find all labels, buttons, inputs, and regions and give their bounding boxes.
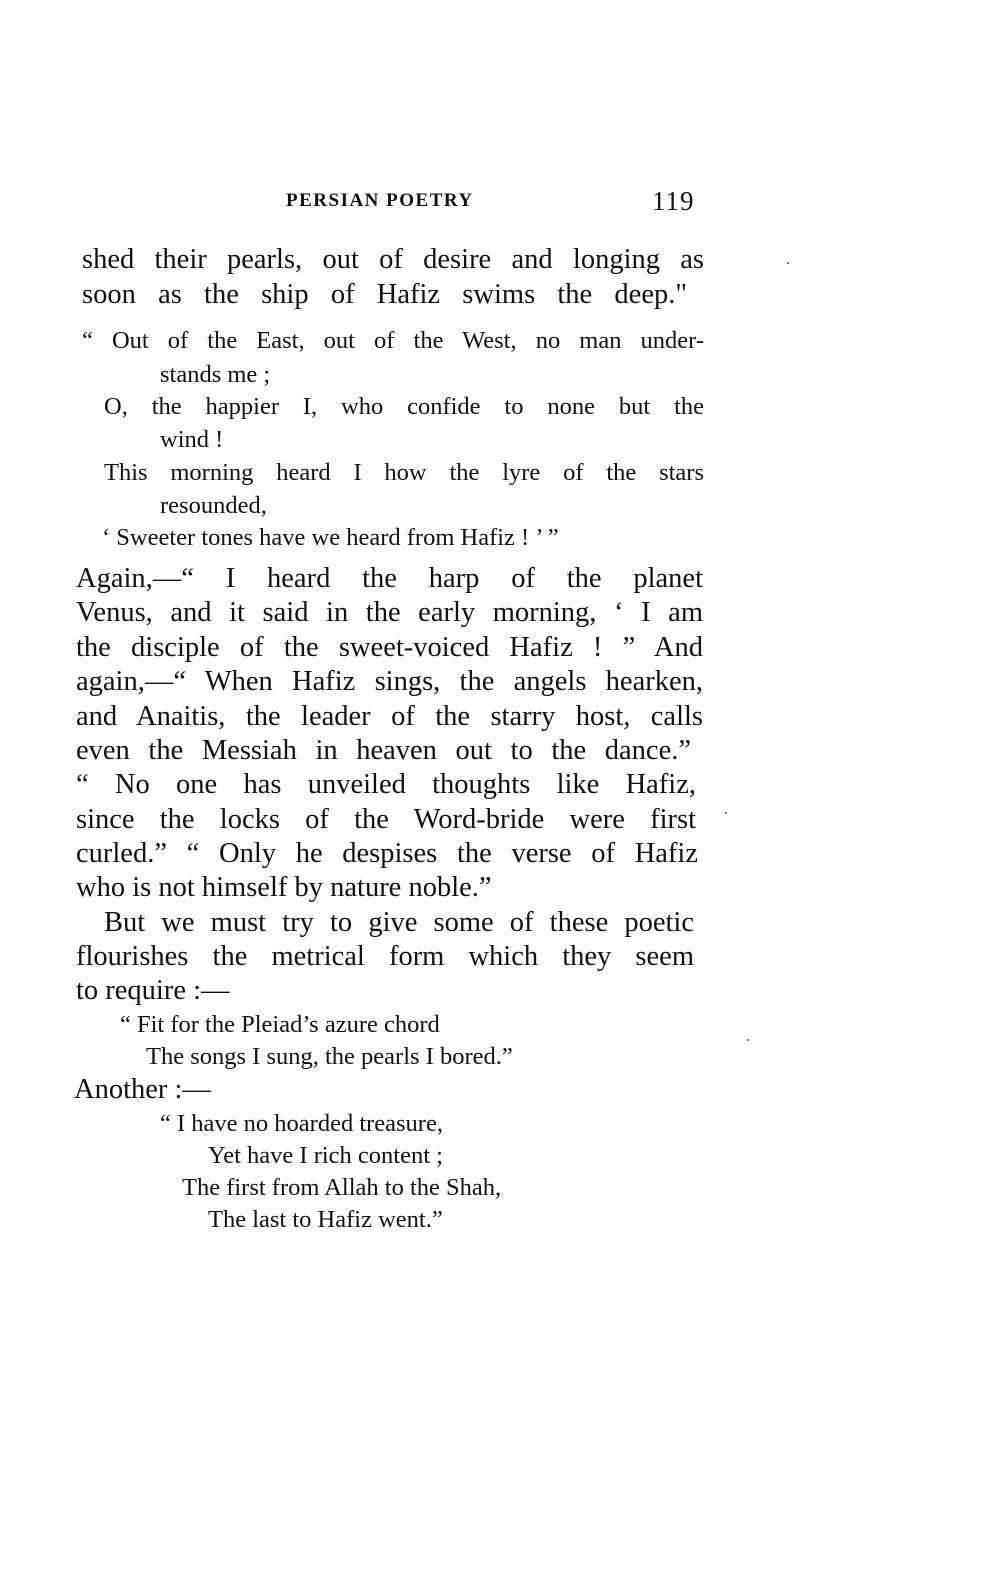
text-line: shed their pearls, out of desire and longing as xyxy=(82,244,704,275)
text-line: O, the happier I, who confide to none but the xyxy=(104,393,704,420)
text-line: stands me ; xyxy=(160,361,271,388)
text-line: soon as the ship of Hafiz swims the deep." xyxy=(82,279,687,310)
text-line: and Anaitis, the leader of the starry host, calls xyxy=(76,701,703,732)
verse-line: Yet have I rich content ; xyxy=(208,1142,443,1169)
verse-line: The first from Allah to the Shah, xyxy=(182,1174,502,1201)
text-line: even the Messiah in heaven out to the dance.” xyxy=(76,735,691,766)
text-line: Venus, and it said in the early morning, ‘ I am xyxy=(76,597,703,628)
paper-speck xyxy=(747,1039,749,1041)
verse-line: The songs I sung, the pearls I bored.” xyxy=(146,1043,513,1070)
text-line: who is not himself by nature noble.” xyxy=(76,872,492,903)
text-line: But we must try to give some of these poetic xyxy=(104,907,694,938)
text-line: to require :— xyxy=(76,975,230,1006)
text-line: “ Out of the East, out of the West, no man under- xyxy=(82,327,704,354)
verse-line: “ I have no hoarded treasure, xyxy=(160,1110,443,1137)
text-line: ‘ Sweeter tones have we heard from Hafiz ! ’ ” xyxy=(102,524,559,551)
page-number: 119 xyxy=(652,186,695,216)
text-line: Another :— xyxy=(74,1074,211,1105)
text-line: again,—“ When Hafiz sings, the angels hearken, xyxy=(76,666,703,697)
paper-speck xyxy=(725,812,727,814)
text-line: This morning heard I how the lyre of the stars xyxy=(104,459,704,486)
page-header xyxy=(0,186,1000,220)
text-line: Again,—“ I heard the harp of the planet xyxy=(76,563,703,594)
text-line: the disciple of the sweet-voiced Hafiz ! ” And xyxy=(76,632,703,663)
verse-line: The last to Hafiz went.” xyxy=(208,1206,443,1233)
text-line: since the locks of the Word-bride were first xyxy=(76,804,696,835)
running-head: PERSIAN POETRY xyxy=(286,190,474,211)
text-line: curled.” “ Only he despises the verse of Hafiz xyxy=(76,838,698,869)
paper-speck xyxy=(787,262,789,264)
text-line: wind ! xyxy=(160,426,224,453)
text-line: “ No one has unveiled thoughts like Hafiz, xyxy=(76,769,696,800)
verse-line: “ Fit for the Pleiad’s azure chord xyxy=(120,1011,440,1038)
text-line: flourishes the metrical form which they seem xyxy=(76,941,694,972)
text-line: resounded, xyxy=(160,492,267,519)
